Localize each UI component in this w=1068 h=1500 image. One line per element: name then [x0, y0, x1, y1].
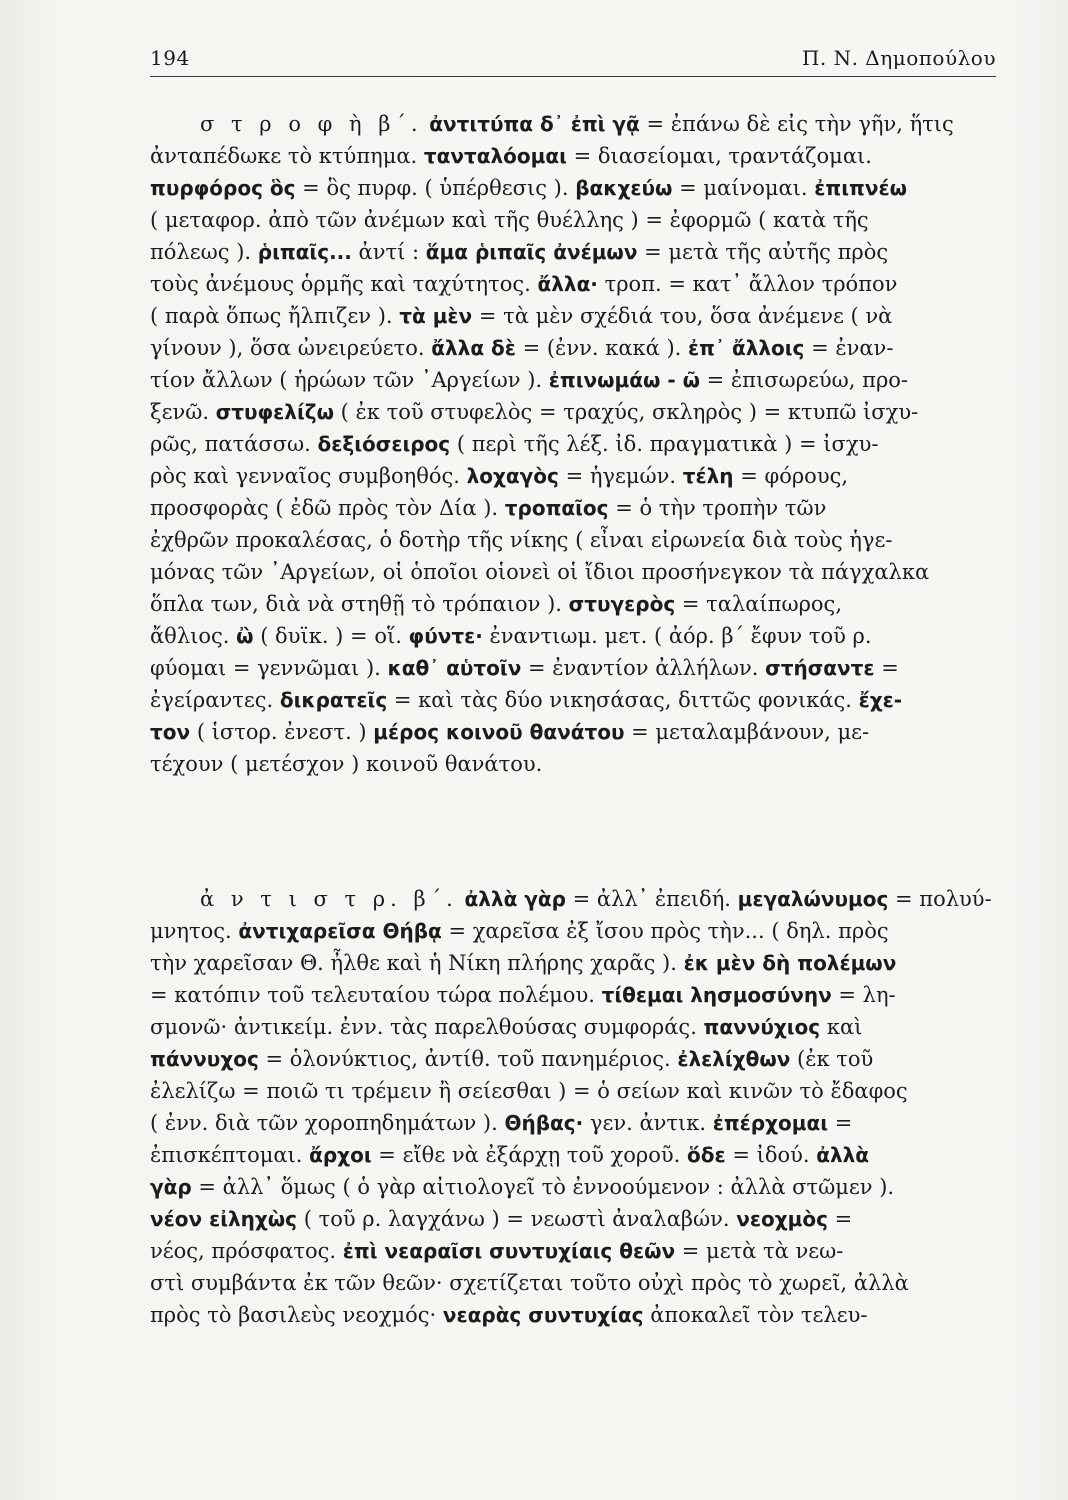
lemma: μεγαλώνυμος: [737, 887, 889, 911]
gloss-text: ἀντί :: [351, 240, 426, 264]
strophe-line: [150, 748, 1008, 780]
antistrophe-line: [150, 1203, 1008, 1235]
strophe-line: [150, 524, 1008, 556]
lemma: ἄρχοι: [309, 1143, 372, 1167]
lemma: γὰρ: [150, 1175, 192, 1199]
gloss-text: = τὰ μὲν σχέδιά του, ὅσα ἀνέμενε ( νὰ: [472, 304, 893, 328]
lemma: λοχαγὸς: [466, 464, 559, 488]
gloss-text: = καὶ τὰς δύο νικησάσας, διττῶς φονικάς.: [387, 688, 859, 712]
gloss-text: ἐπισκέπτομαι.: [150, 1143, 310, 1167]
strophe-line: [150, 460, 1008, 492]
strophe-line: [150, 716, 1008, 748]
gloss-text: = μετὰ τὰ νεω-: [675, 1239, 844, 1263]
gloss-text: τέχουν ( μετέσχον ) κοινοῦ θανάτου.: [150, 752, 543, 776]
antistrophe-line: [150, 915, 1008, 947]
lemma: πυρφόρος ὃς: [150, 176, 296, 200]
strophe-line: [150, 588, 1008, 620]
page-header: [150, 40, 996, 74]
running-title: Π. Ν. Δημοπούλου: [801, 46, 996, 70]
gloss-text: ὅπλα των, διὰ νὰ στηθῇ τὸ τρόπαιον ).: [150, 592, 569, 616]
gloss-text: = διασείομαι, τραντάζομαι.: [566, 144, 872, 168]
lemma: ἅμα ῥιπαῖς ἀνέμων: [425, 240, 638, 264]
lemma: ἀλλὰ γὰρ: [464, 887, 566, 911]
gloss-text: = (ἐνν. κακά ).: [515, 336, 689, 360]
lemma: ἄλλα·: [537, 272, 598, 296]
page-number: 194: [150, 46, 190, 70]
lemma: ῥιπαῖς...: [257, 240, 352, 264]
lemma: Θήβας·: [504, 1111, 584, 1135]
strophe-line: [150, 620, 1008, 652]
gloss-text: = ἡγεμών.: [558, 464, 683, 488]
gloss-text: = φόρους,: [733, 464, 849, 488]
gloss-text: = χαρεῖσα ἐξ ἴσου πρὸς τὴν... ( δηλ. πρὸς: [441, 919, 889, 943]
lemma: βακχεύω: [575, 176, 673, 200]
lemma: νεοχμὸς: [736, 1207, 828, 1231]
lemma: δικρατεῖς: [279, 688, 388, 712]
gloss-text: = ἐναν-: [804, 336, 894, 360]
gloss-text: =: [828, 1207, 853, 1231]
lemma: ἄλλα δὲ: [431, 336, 516, 360]
gloss-text: ( ἐνν. διὰ τῶν χοροπηδημάτων ).: [150, 1111, 505, 1135]
lemma: ἀντιχαρεῖσα Θήβᾳ: [238, 919, 442, 943]
gloss-text: ( περὶ τῆς λέξ. ἰδ. πραγματικὰ ) = ἰσχυ-: [450, 432, 879, 456]
lemma: παννύχιος: [703, 1015, 821, 1039]
gloss-text: τίον ἄλλων ( ἡρώων τῶν ᾽Αργείων ).: [150, 368, 549, 392]
lemma: ἐπέρχομαι: [712, 1111, 829, 1135]
lemma: δεξιόσειρος: [317, 432, 451, 456]
gloss-text: γεν. ἀντικ.: [583, 1111, 713, 1135]
gloss-text: ( ἐκ τοῦ στυφελὸς = τραχύς, σκληρὸς ) = κτυπῶ ἰσχυ-: [333, 400, 919, 424]
gloss-text: = λη-: [831, 983, 896, 1007]
gloss-text: [200, 887, 465, 911]
strophe-line: [150, 684, 1008, 716]
strophe-line: [150, 556, 1008, 588]
lemma: ἐπὶ νεαραῖσι συντυχίαις θεῶν: [342, 1239, 676, 1263]
lemma: πάννυχος: [150, 1047, 259, 1071]
gloss-text: μνητος.: [150, 919, 239, 943]
gloss-text: ( τοῦ ρ. λαγχάνω ) = νεωστὶ ἀναλαβών.: [297, 1207, 737, 1231]
lemma: τὰ μὲν: [399, 304, 473, 328]
gloss-text: = ἰδού.: [725, 1143, 817, 1167]
gloss-text: σμονῶ· ἀντικείμ. ἐνν. τὰς παρελθούσας συμφοράς.: [150, 1015, 704, 1039]
strophe-line: [150, 652, 1008, 684]
gloss-text: ρῶς, πατάσσω.: [150, 432, 318, 456]
strophe-line: [150, 332, 1008, 364]
gloss-text: = μαίνομαι.: [672, 176, 815, 200]
gloss-text: ἐναντιωμ. μετ. ( ἀόρ. β΄ ἔφυν τοῦ ρ.: [482, 624, 872, 648]
lemma: ὢ: [236, 624, 254, 648]
strophe-line: [150, 364, 1008, 396]
gloss-text: ἀνταπέδωκε τὸ κτύπημα.: [150, 144, 424, 168]
gloss-text: = ἀλλ᾽ ὅμως ( ὁ γὰρ αἰτιολογεῖ τὸ ἐννοούμενον : ἀλλὰ στῶμεν ).: [191, 1175, 895, 1199]
section-head: σ τ ρ ο φ ὴ β΄.: [200, 112, 423, 136]
gloss-text: =: [874, 656, 899, 680]
lemma: ἔχε-: [858, 688, 903, 712]
gloss-text: ξενῶ.: [150, 400, 216, 424]
gloss-text: [200, 112, 429, 136]
gloss-text: = μεταλαμβάνουν, με-: [624, 720, 870, 744]
antistrophe-line: [150, 1299, 1008, 1331]
lemma: τέλη: [682, 464, 734, 488]
gloss-text: πόλεως ).: [150, 240, 258, 264]
gloss-text: προσφορὰς ( ἐδῶ πρὸς τὸν Δία ).: [150, 496, 505, 520]
antistrophe-line: [150, 1043, 1008, 1075]
gloss-text: ( ἱστορ. ἐνεστ. ): [190, 720, 374, 744]
strophe-line: [150, 300, 1008, 332]
lemma: νεαρὰς συντυχίας: [442, 1303, 644, 1327]
gloss-text: = ὁ τὴν τροπὴν τῶν: [608, 496, 827, 520]
antistrophe-line: [150, 947, 1008, 979]
strophe-line: [150, 236, 1008, 268]
lemma: ἀλλὰ: [816, 1143, 870, 1167]
lemma: ἐκ μὲν δὴ πολέμων: [683, 951, 897, 975]
gloss-text: = πολυύ-: [888, 887, 992, 911]
antistrophe-line: [150, 1075, 1008, 1107]
antistrophe-line: [150, 979, 1008, 1011]
gloss-text: πρὸς τὸ βασιλεὺς νεοχμός·: [150, 1303, 443, 1327]
lemma: στήσαντε: [765, 656, 875, 680]
gloss-text: = εἴθε νὰ ἐξάρχῃ τοῦ χοροῦ.: [371, 1143, 688, 1167]
gloss-text: = μετὰ τῆς αὐτῆς πρὸς: [637, 240, 889, 264]
antistrophe-line: [150, 1267, 1008, 1299]
gloss-text: = ἐπισωρεύω, προ-: [699, 368, 909, 392]
gloss-text: τροπ. = κατ᾽ ἄλλον τρόπον: [597, 272, 898, 296]
gloss-text: ἐχθρῶν προκαλέσας, ὁ δοτὴρ τῆς νίκης ( εἶναι εἰρωνεία διὰ τοὺς ἡγε-: [150, 528, 893, 552]
strophe-line: [150, 172, 1008, 204]
gloss-text: γίνουν ), ὅσα ὠνειρεύετο.: [150, 336, 432, 360]
antistrophe-line: [150, 883, 1008, 915]
gloss-text: = ταλαίπωρος,: [675, 592, 842, 616]
gloss-text: = ἐναντίον ἀλλήλων.: [521, 656, 766, 680]
strophe-line: [150, 396, 1008, 428]
gloss-text: ἐλελίζω = ποιῶ τι τρέμειν ἢ σείεσθαι ) = ὁ σείων καὶ κινῶν τὸ ἔδαφος: [150, 1079, 908, 1103]
gloss-text: μόνας τῶν ᾽Αργείων, οἱ ὁποῖοι οἱονεὶ οἱ ἴδιοι προσήνεγκον τὰ πάγχαλκα: [150, 560, 930, 584]
strophe-commentary: [150, 108, 1008, 838]
gloss-text: φύομαι = γεννῶμαι ).: [150, 656, 388, 680]
gloss-text: ( παρὰ ὅπως ἤλπιζεν ).: [150, 304, 400, 328]
lemma: τον: [150, 720, 191, 744]
antistrophe-line: [150, 1171, 1008, 1203]
gloss-text: ρὸς καὶ γενναῖος συμβοηθός.: [150, 464, 467, 488]
gloss-text: ( δυϊκ. ) = οἵ.: [253, 624, 409, 648]
gloss-text: (ἐκ τοῦ: [790, 1047, 874, 1071]
gloss-text: ( μεταφορ. ἀπὸ τῶν ἀνέμων καὶ τῆς θυέλλης ) = ἐφορμῶ ( κατὰ τῆς: [150, 208, 869, 232]
lemma: μέρος κοινοῦ θανάτου: [373, 720, 625, 744]
antistrophe-line: [150, 1235, 1008, 1267]
strophe-line: [150, 492, 1008, 524]
lemma: ἐπινωμάω - ῶ: [548, 368, 700, 392]
lemma: στυγερὸς: [568, 592, 676, 616]
commentary-body: [150, 108, 1008, 1331]
gloss-text: = κατόπιν τοῦ τελευταίου τώρα πολέμου.: [150, 983, 602, 1007]
gloss-text: τὴν χαρεῖσαν Θ. ἦλθε καὶ ἡ Νίκη πλήρης χαρᾶς ).: [150, 951, 684, 975]
gloss-text: τοὺς ἀνέμους ὁρμῆς καὶ ταχύτητος.: [150, 272, 538, 296]
strophe-line: [150, 428, 1008, 460]
section-head: ἀ ν τ ι σ τ ρ. β΄.: [200, 887, 458, 911]
gloss-text: ἀποκαλεῖ τὸν τελευ-: [643, 1303, 868, 1327]
gloss-text: = ὃς πυρφ. ( ὑπέρθεσις ).: [295, 176, 576, 200]
lemma: ὅδε: [687, 1143, 726, 1167]
lemma: ἐπιπνέω: [814, 176, 907, 200]
strophe-line: [150, 108, 1008, 140]
gloss-text: καὶ: [820, 1015, 863, 1039]
antistrophe-commentary: [150, 883, 1008, 1331]
strophe-line: [150, 204, 1008, 236]
gloss-text: = ὁλονύκτιος, ἀντίθ. τοῦ πανημέριος.: [258, 1047, 678, 1071]
gloss-text: ἄθλιος.: [150, 624, 237, 648]
lemma: τροπαῖος: [504, 496, 609, 520]
lemma: τίθεμαι λησμοσύνην: [601, 983, 832, 1007]
gloss-text: στὶ συμβάντα ἐκ τῶν θεῶν· σχετίζεται τοῦτο οὐχὶ πρὸς τὸ χωρεῖ, ἀλλὰ: [150, 1271, 909, 1295]
gloss-text: νέος, πρόσφατος.: [150, 1239, 343, 1263]
gloss-text: =: [828, 1111, 853, 1135]
gloss-text: ἐγείραντες.: [150, 688, 280, 712]
lemma: ἀντιτύπα δ᾽ ἐπὶ γᾷ: [429, 112, 640, 136]
lemma: καθ᾽ αὑτοῖν: [387, 656, 522, 680]
lemma: νέον εἰληχὼς: [150, 1207, 298, 1231]
gloss-text: = ἐπάνω δὲ εἰς τὴν γῆν, ἥτις: [639, 112, 954, 136]
lemma: ἐπ᾽ ἄλλοις: [688, 336, 805, 360]
antistrophe-line: [150, 1139, 1008, 1171]
strophe-line: [150, 140, 1008, 172]
header-rule: [150, 76, 996, 77]
lemma: στυφελίζω: [215, 400, 334, 424]
strophe-line: [150, 268, 1008, 300]
lemma: τανταλόομαι: [423, 144, 567, 168]
antistrophe-line: [150, 1011, 1008, 1043]
antistrophe-line: [150, 1107, 1008, 1139]
lemma: φύντε·: [408, 624, 483, 648]
gloss-text: = ἀλλ᾽ ἐπειδή.: [565, 887, 738, 911]
lemma: ἐλελίχθων: [677, 1047, 791, 1071]
